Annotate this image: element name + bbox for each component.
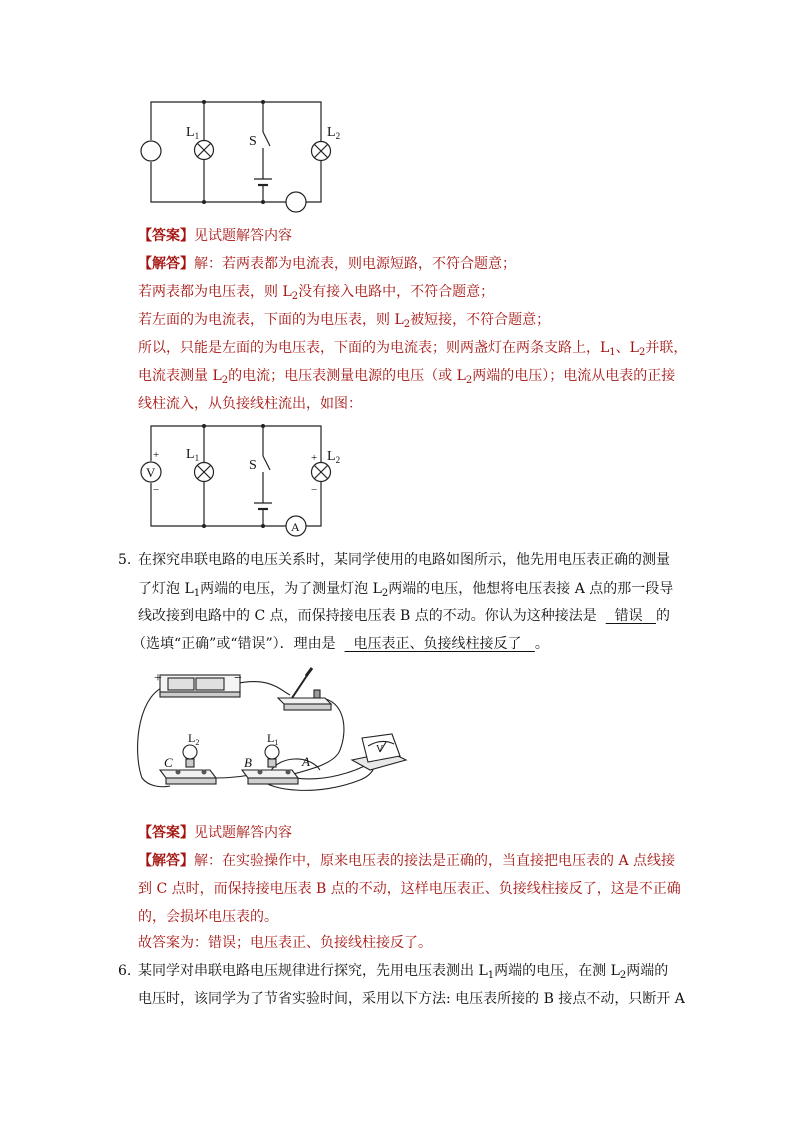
- answer-line-2: 【答案】见试题解答内容: [138, 825, 292, 841]
- meter-circle-bottom: [286, 192, 306, 212]
- svg-text:A: A: [291, 520, 300, 534]
- answer-blank-1: 错误: [614, 608, 643, 624]
- svg-text:+: +: [311, 452, 318, 464]
- svg-text:V: V: [376, 744, 384, 755]
- solution-line-2: 若两表都为电压表，则 $L_2$没有接入电路中，不符合题意；: [138, 284, 495, 302]
- svg-text:+: +: [153, 449, 160, 461]
- q6-line-1: 某同学对串联电路电压规律进行探究，先用电压表测出 $L_1$两端的电压，在测 $L_2$两端的: [138, 963, 669, 981]
- q5-line-4: （选填“正确”或“错误”）．理由是 电压表正、负接线柱接反了 。: [132, 636, 549, 652]
- circuit-diagram-1: [136, 92, 341, 216]
- apparatus-illustration: [130, 660, 420, 800]
- solution-line-5: 电流表测量 $L_2$的电流；电压表测量电源的电压（或 $L_2$两端的电压）；电流从电表的正接: [138, 368, 676, 386]
- svg-text:−: −: [153, 484, 160, 496]
- answer-line: 【答案】见试题解答内容: [138, 228, 292, 244]
- answer-blank-2: 电压表正、负接线柱接反了: [353, 636, 522, 652]
- svg-text:L1: $L_1$: [186, 447, 200, 463]
- svg-text:L2: $L_2$: [327, 449, 341, 465]
- q6-number: 6.: [118, 963, 132, 979]
- solution-line-4: 所以，只能是左面的为电压表，下面的为电流表；则两盏灯在两条支路上，$L_1$、$L_2$并联，: [138, 340, 688, 358]
- q5-line-2: 了灯泡 $L_1$两端的电压，为了测量灯泡 $L_2$两端的电压，他想将电压表接 A 点的那一段导: [138, 581, 674, 599]
- q5-line-1: 在探究串联电路的电压关系时，某同学使用的电路如图所示，他先用电压表正确的测量: [138, 552, 670, 568]
- q5-number: 5.: [118, 552, 132, 568]
- svg-text:L2: $L_2$: [188, 731, 200, 747]
- meter-circle-left: [141, 141, 161, 161]
- q5-line-3: 线改接到电路中的 C 点，而保持接电压表 B 点的不动。你认为这种接法是 错误 的: [138, 608, 670, 624]
- svg-text:+: +: [154, 671, 162, 686]
- svg-text:V: V: [146, 465, 156, 480]
- svg-text:−: −: [311, 484, 318, 496]
- svg-text:C: C: [164, 755, 173, 770]
- svg-text:L2: $L_2$: [327, 125, 341, 141]
- q6-line-2: 电压时，该同学为了节省实验时间，采用以下方法: 电压表所接的 B 接点不动，只断开 A: [138, 991, 685, 1007]
- svg-text:B: B: [244, 755, 252, 770]
- solution2-line-3: 的，会损坏电压表的。: [138, 909, 278, 925]
- solution-line-6: 线柱流入，从负接线柱流出，如图：: [138, 396, 362, 412]
- svg-text:−: −: [234, 671, 242, 686]
- lamp-l2-icon: [312, 463, 331, 482]
- svg-text:S: S: [249, 458, 257, 473]
- solution2-line-4: 故答案为：错误；电压表正、负接线柱接反了。: [138, 935, 432, 951]
- lamp-l2-icon: [312, 142, 331, 161]
- circuit-diagram-2: [136, 416, 341, 540]
- lamp-l1-icon: [195, 463, 214, 482]
- svg-text:A: A: [302, 754, 310, 769]
- solution-line-3: 若左面的为电流表，下面的为电压表，则 $L_2$被短接，不符合题意；: [138, 312, 551, 330]
- lamp-l1-icon: [195, 141, 214, 160]
- svg-text:L1: $L_1$: [186, 125, 200, 141]
- solution2-line-1: 【解答】解：在实验操作中，原来电压表的接法是正确的，当直接把电压表的 A 点线接: [138, 853, 676, 869]
- svg-text:L1: $L_1$: [267, 731, 279, 747]
- solution-line-1: 【解答】解：若两表都为电流表，则电源短路，不符合题意；: [138, 256, 516, 272]
- svg-text:S: S: [249, 134, 257, 149]
- solution2-line-2: 到 C 点时，而保持接电压表 B 点的不动，这样电压表正、负接线柱接反了，这是不正确: [138, 881, 681, 897]
